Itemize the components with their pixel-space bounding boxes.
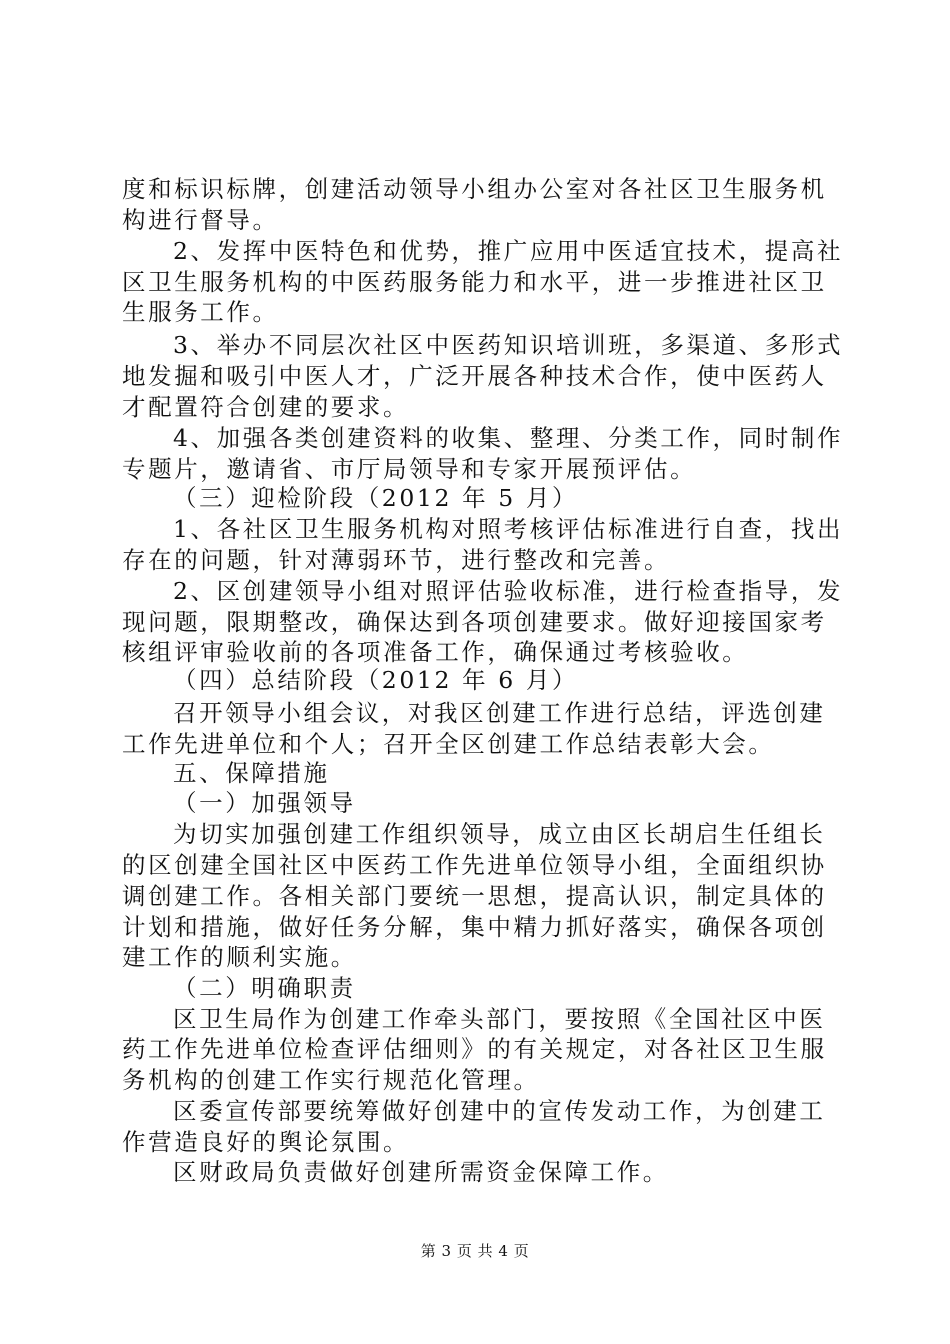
text-line: 区委宣传部要统筹做好创建中的宣传发动工作，为创建工 (173, 1097, 826, 1125)
text-line: 计划和措施，做好任务分解，集中精力抓好落实，确保各项创 (122, 913, 827, 941)
text-line: 区财政局负责做好创建所需资金保障工作。 (173, 1158, 669, 1186)
text-line: 为切实加强创建工作组织领导，成立由区长胡启生任组长 (173, 820, 826, 848)
text-line: 务机构的创建工作实行规范化管理。 (122, 1066, 540, 1094)
text-line: 3、举办不同层次社区中医药知识培训班，多渠道、多形式 (173, 331, 844, 359)
text-line: 建工作的顺利实施。 (122, 943, 357, 971)
text-line: 存在的问题，针对薄弱环节，进行整改和完善。 (122, 546, 671, 574)
text-line: 专题片，邀请省、市厅局领导和专家开展预评估。 (122, 455, 697, 483)
text-line: 区卫生服务机构的中医药服务能力和水平，进一步推进社区卫 (122, 268, 827, 296)
text-line: 4、加强各类创建资料的收集、整理、分类工作，同时制作 (173, 424, 844, 452)
text-line: 药工作先进单位检查评估细则》的有关规定，对各社区卫生服 (122, 1035, 827, 1063)
text-line: 度和标识标牌，创建活动领导小组办公室对各社区卫生服务机 (122, 175, 827, 203)
text-line: 核组评审验收前的各项准备工作，确保通过考核验收。 (122, 638, 749, 666)
text-line: 工作先进单位和个人；召开全区创建工作总结表彰大会。 (122, 730, 775, 758)
text-line: 区卫生局作为创建工作牵头部门，要按照《全国社区中医 (173, 1005, 826, 1033)
section-heading: 五、保障措施 (173, 759, 330, 787)
text-line: 的区创建全国社区中医药工作先进单位领导小组，全面组织协 (122, 851, 827, 879)
text-line: 2、区创建领导小组对照评估验收标准，进行检查指导，发 (173, 577, 844, 605)
section-heading: （四）总结阶段（2012 年 6 月） (173, 666, 579, 694)
text-line: 现问题，限期整改，确保达到各项创建要求。做好迎接国家考 (122, 608, 827, 636)
text-line: 调创建工作。各相关部门要统一思想，提高认识，制定具体的 (122, 882, 827, 910)
text-line: 2、发挥中医特色和优势，推广应用中医适宜技术，提高社 (173, 237, 844, 265)
section-heading: （二）明确职责 (173, 974, 356, 1002)
text-line: 构进行督导。 (122, 206, 279, 234)
text-line: 1、各社区卫生服务机构对照考核评估标准进行自查，找出 (173, 515, 844, 543)
section-heading: （一）加强领导 (173, 789, 356, 817)
text-line: 生服务工作。 (122, 298, 279, 326)
text-line: 作营造良好的舆论氛围。 (122, 1128, 410, 1156)
page-number-footer: 第 3 页 共 4 页 (420, 1242, 530, 1260)
section-heading: （三）迎检阶段（2012 年 5 月） (173, 484, 579, 512)
text-line: 才配置符合创建的要求。 (122, 393, 410, 421)
text-line: 地发掘和吸引中医人才，广泛开展各种技术合作，使中医药人 (122, 362, 827, 390)
text-line: 召开领导小组会议，对我区创建工作进行总结，评选创建 (173, 699, 826, 727)
